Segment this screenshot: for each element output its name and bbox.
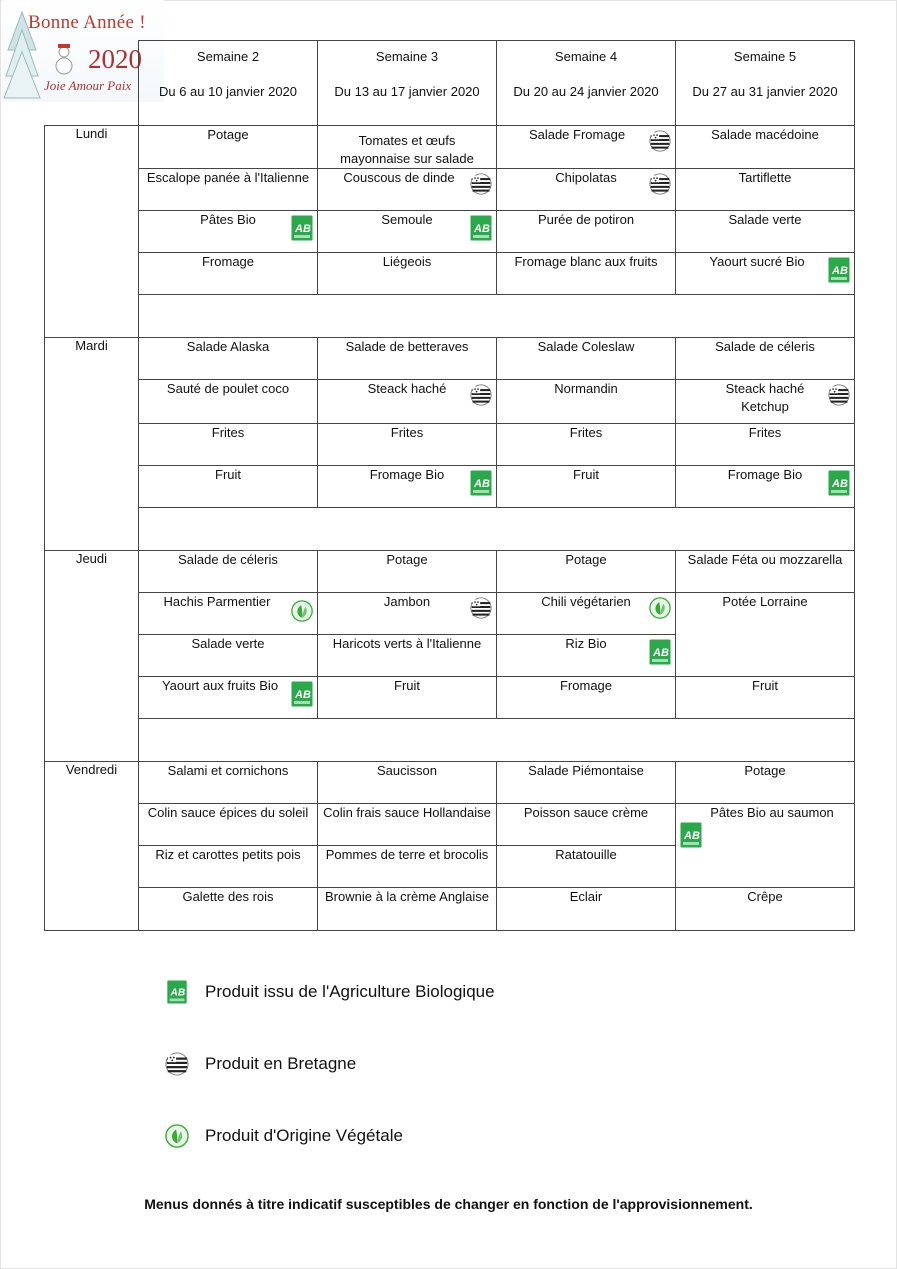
menu-cell: Frites [676, 424, 855, 466]
menu-cell: Yaourt sucré Bio [676, 253, 855, 295]
day-label: Vendredi [45, 762, 139, 931]
menu-cell: Purée de potiron [497, 211, 676, 253]
ab-bio-icon [470, 215, 492, 241]
menu-cell: Salade verte [676, 211, 855, 253]
menu-cell: Pâtes Bio [139, 211, 318, 253]
menu-cell: Liégeois [318, 253, 497, 295]
bretagne-icon [470, 384, 492, 406]
spacer-row [139, 719, 855, 762]
menu-cell: Crêpe [676, 888, 855, 931]
vegetal-icon [165, 1124, 189, 1148]
menu-cell: Fromage Bio [318, 466, 497, 508]
menu-cell: Frites [318, 424, 497, 466]
day-label: Lundi [45, 126, 139, 338]
menu-cell: Salami et cornichons [139, 762, 318, 804]
menu-cell: Tartiflette [676, 169, 855, 211]
ab-bio-icon [680, 822, 702, 848]
menu-cell: Sauté de poulet coco [139, 380, 318, 424]
menu-cell: Salade verte [139, 635, 318, 677]
menu-cell: Fromage [139, 253, 318, 295]
menu-cell: Brownie à la crème Anglaise [318, 888, 497, 931]
legend-bretagne-label: Produit en Bretagne [205, 1054, 357, 1073]
legend-vegetal-label: Produit d'Origine Végétale [205, 1126, 403, 1145]
day-label: Jeudi [45, 551, 139, 762]
bretagne-icon [649, 130, 671, 152]
logo-year: 2020 [88, 44, 142, 74]
week-dates: Du 20 au 24 janvier 2020 [513, 84, 659, 99]
menu-cell: Normandin [497, 380, 676, 424]
menu-cell: Pâtes Bio au saumon [676, 804, 855, 888]
menu-cell: Fruit [139, 466, 318, 508]
legend-bio-label: Produit issu de l'Agriculture Biologique [205, 982, 495, 1001]
ab-bio-icon [291, 215, 313, 241]
ab-bio-icon [828, 257, 850, 283]
menu-cell: Fruit [318, 677, 497, 719]
menu-cell: Ratatouille [497, 846, 676, 888]
day-label: Mardi [45, 338, 139, 551]
week-label: Semaine 4 [554, 49, 618, 64]
menu-cell: Potage [139, 126, 318, 169]
menu-cell: Pommes de terre et brocolis [318, 846, 497, 888]
menu-cell: Salade de betteraves [318, 338, 497, 380]
menu-cell: Fromage blanc aux fruits [497, 253, 676, 295]
menu-cell: Escalope panée à l'Italienne [139, 169, 318, 211]
vegetal-icon [291, 600, 313, 622]
menu-cell: Chipolatas [497, 169, 676, 211]
menu-cell: Potage [318, 551, 497, 593]
menu-cell: Yaourt aux fruits Bio [139, 677, 318, 719]
vegetal-icon [649, 597, 671, 619]
week-dates: Du 27 au 31 janvier 2020 [692, 84, 838, 99]
ab-bio-icon [165, 980, 189, 1004]
menu-cell: Haricots verts à l'Italienne [318, 635, 497, 677]
menu-cell: Salade Fromage [497, 126, 676, 169]
spacer-row [139, 295, 855, 338]
week-label: Semaine 3 [375, 49, 439, 64]
ab-bio-icon [828, 470, 850, 496]
menu-cell: Potage [676, 762, 855, 804]
bretagne-icon [649, 173, 671, 195]
menu-cell: Saucisson [318, 762, 497, 804]
menu-cell: Fromage [497, 677, 676, 719]
week-header [497, 41, 676, 126]
menu-cell: Jambon [318, 593, 497, 635]
menu-cell: Chili végétarien [497, 593, 676, 635]
menu-cell: Colin frais sauce Hollandaise [318, 804, 497, 846]
menu-cell: Steack haché Ketchup [676, 380, 855, 424]
bretagne-icon [470, 173, 492, 195]
menu-cell: Frites [139, 424, 318, 466]
menu-cell: Salade macédoine [676, 126, 855, 169]
ab-bio-icon [470, 470, 492, 496]
menu-cell: Galette des rois [139, 888, 318, 931]
week-dates: Du 13 au 17 janvier 2020 [334, 84, 480, 99]
bretagne-icon [828, 384, 850, 406]
menu-cell: Frites [497, 424, 676, 466]
menu-cell: Salade de céleris [676, 338, 855, 380]
logo-wishes: Joie Amour Paix [44, 78, 132, 93]
ab-bio-icon [291, 681, 313, 707]
bretagne-icon [470, 597, 492, 619]
menu-cell: Couscous de dinde [318, 169, 497, 211]
menu-cell: Salade de céleris [139, 551, 318, 593]
menu-cell: Fruit [676, 677, 855, 719]
menu-cell: Poisson sauce crème [497, 804, 676, 846]
menu-cell: Potage [497, 551, 676, 593]
menu-cell: Fruit [497, 466, 676, 508]
week-dates: Du 6 au 10 janvier 2020 [158, 84, 298, 99]
footer-note: Menus donnés à titre indicatif susceptibles de changer en fonction de l'approvisionnement. [144, 1196, 753, 1212]
week-label: Semaine 2 [196, 49, 260, 64]
menu-cell: Salade Piémontaise [497, 762, 676, 804]
menu-cell: Salade Féta ou mozzarella [676, 551, 855, 593]
logo-greeting: Bonne Année ! [28, 12, 146, 33]
week-header [676, 41, 855, 126]
ab-bio-icon [649, 639, 671, 665]
menu-cell: Potée Lorraine [676, 593, 855, 677]
menu-cell: Salade Coleslaw [497, 338, 676, 380]
menu-table [44, 40, 855, 931]
corner-cell [45, 41, 139, 126]
spacer-row [139, 508, 855, 551]
week-label: Semaine 5 [733, 49, 797, 64]
menu-cell: Salade Alaska [139, 338, 318, 380]
week-header [318, 41, 497, 126]
week-header [139, 41, 318, 126]
menu-cell: Semoule [318, 211, 497, 253]
menu-cell: Tomates et œufs mayonnaise sur salade [318, 126, 497, 169]
menu-cell: Colin sauce épices du soleil [139, 804, 318, 846]
menu-cell: Steack haché [318, 380, 497, 424]
menu-cell: Fromage Bio [676, 466, 855, 508]
menu-cell: Riz Bio [497, 635, 676, 677]
bretagne-icon [165, 1052, 189, 1076]
menu-cell: Hachis Parmentier [139, 593, 318, 635]
menu-cell: Riz et carottes petits pois [139, 846, 318, 888]
menu-cell: Eclair [497, 888, 676, 931]
